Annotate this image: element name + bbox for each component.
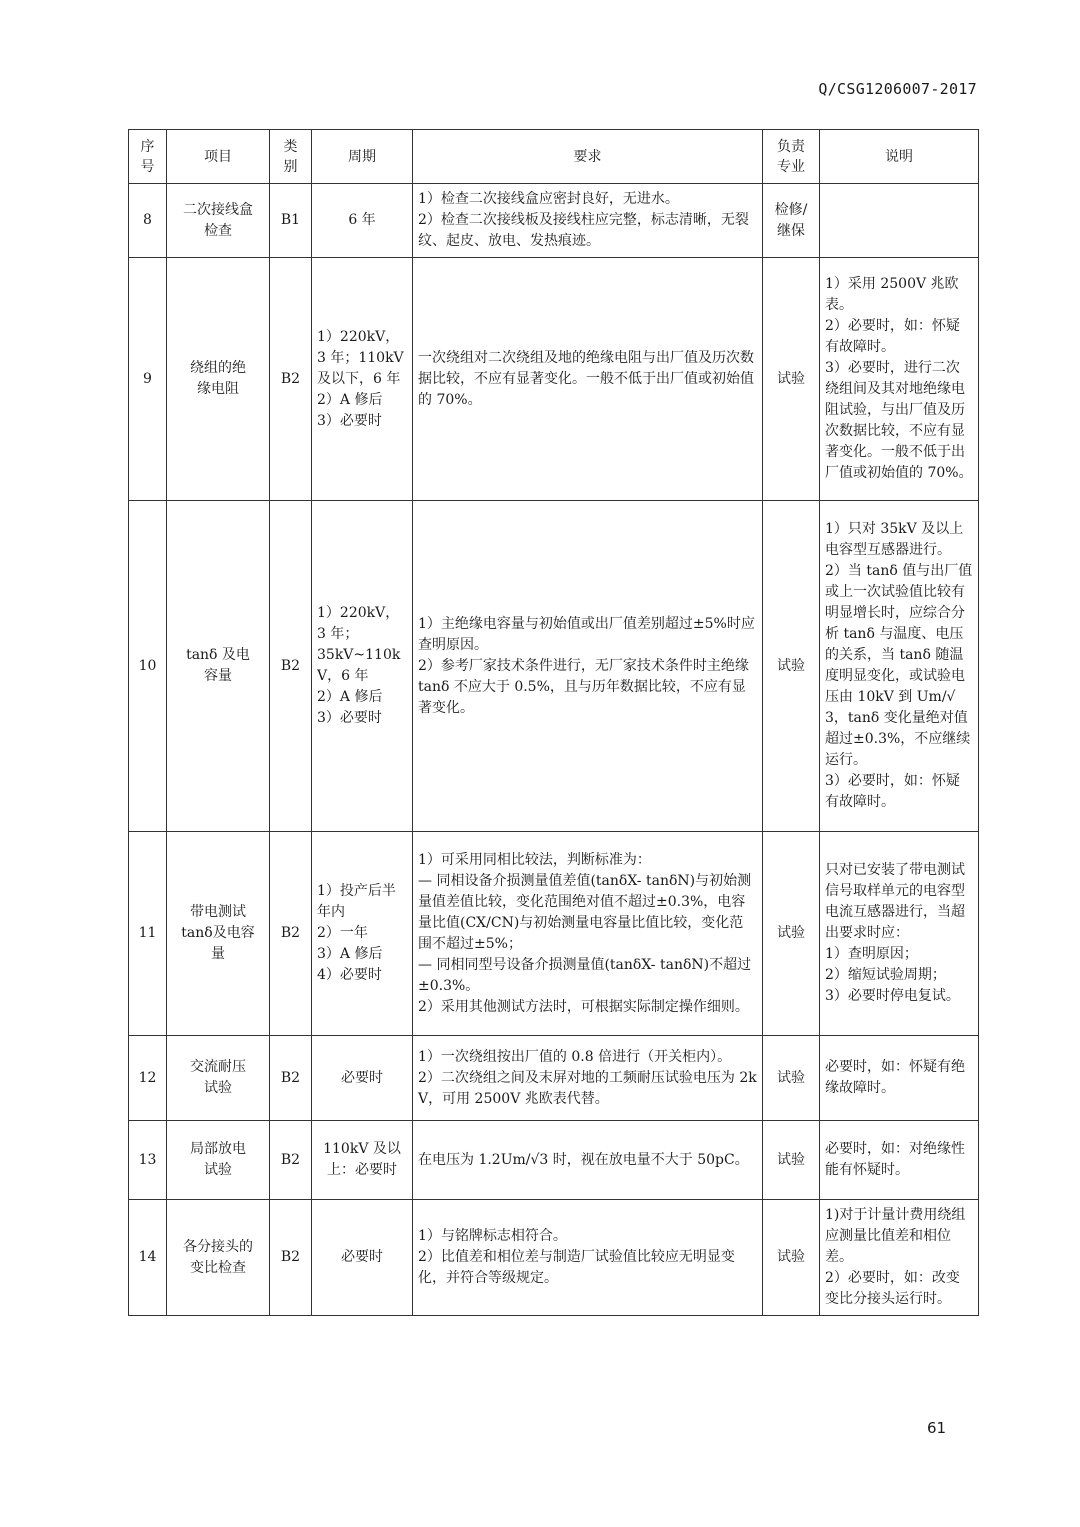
cell-note [820,258,979,501]
cell-line: 别 [283,158,298,175]
cell-line: 试验 [204,1162,232,1178]
cell-line: 2）参考厂家技术条件进行，无厂家技术条件时主绝缘 tanδ 不应大于 0.5%，且与历年数据比较，不应有显著变化。 [418,657,749,716]
cell-note [820,501,979,832]
cell-line: 必要时 [341,1069,383,1086]
cell-line: 2）检查二次接线板及接线柱应完整，标志清晰，无裂纹、起皮、放电、发热痕迹。 [418,212,749,249]
cell-line: 1）查明原因； [825,946,918,962]
cell-note [820,1200,979,1316]
table-row [129,1200,979,1316]
cell-line: 3）必要时停电复试。 [825,988,960,1004]
cell-line: 1）与铭牌标志相符合。 [418,1228,567,1244]
cell-line: 9 [143,370,152,387]
cell-note [820,1121,979,1200]
cell-line: 变比检查 [190,1259,246,1276]
cell-line: 2）A 修后 [317,391,383,408]
cell-line: 2）二次绕组之间及末屏对地的工频耐压试验电压为 2kV，可用 2500V 兆欧表代替。 [418,1069,757,1107]
cell-line: 6 年 [348,212,376,228]
cell-item [167,1200,270,1316]
cell-line: 1）投产后半年内 [317,883,396,920]
cell-line: 试验 [777,657,805,674]
cell-requirement [413,184,763,258]
cell-line: 14 [138,1249,157,1265]
cell-line: B2 [280,925,301,941]
cell-line: 必要时，如：怀疑有绝缘故障时。 [825,1059,965,1096]
table-row [129,501,979,832]
cell-line: 1）可采用同相比较法，判断标准为： [418,851,651,868]
cell-period [312,1121,413,1200]
cell-line: 交流耐压 [190,1059,246,1075]
cell-line: 2）必要时，如：改变变比分接头运行时。 [825,1270,960,1307]
header-note [820,130,979,184]
cell-requirement [413,1200,763,1316]
cell-line: 2）A 修后 [317,689,383,705]
cell-category [270,1121,312,1200]
cell-item [167,1036,270,1121]
cell-item [167,501,270,832]
cell-line: tanδ及电容 [181,925,255,941]
header-seq [129,130,167,184]
cell-period [312,1036,413,1121]
cell-line: 1）主绝缘电容量与初始值或出厂值差别超过±5%时应查明原因。 [418,615,755,653]
cell-line: 说明 [885,148,913,165]
cell-line: 只对已安装了带电测试信号取样单元的电容型电流互感器进行，当超出要求时应： [825,862,965,941]
cell-line: 容量 [204,668,232,684]
cell-category [270,832,312,1036]
cell-responsible [763,258,820,501]
cell-line: 试验 [777,925,805,941]
cell-line: 在电压为 1.2Um/√3 时，视在放电量不大于 50pC。 [418,1151,749,1168]
cell-period [312,1200,413,1316]
table-row [129,832,979,1036]
cell-line: 二次接线盒 [183,201,253,218]
cell-line: tanδ 及电 [186,647,250,663]
cell-seq [129,1036,167,1121]
cell-line: 13 [138,1151,157,1168]
cell-seq [129,1121,167,1200]
cell-line: 周期 [348,148,376,165]
cell-line: 专业 [777,158,805,175]
cell-note [820,1036,979,1121]
cell-period [312,832,413,1036]
cell-requirement [413,1121,763,1200]
table-row [129,258,979,501]
document-code: Q/CSG1206007-2017 [818,80,977,98]
header-requirement [413,130,763,184]
cell-line: 10 [138,657,157,674]
cell-line: 2）采用其他测试方法时，可根据实际制定操作细则。 [418,998,749,1015]
cell-line: B2 [280,657,301,674]
cell-line: 35kV~110kV，6 年 [317,647,401,684]
cell-line: 试验 [777,1249,805,1265]
cell-line: 绕组的绝 [190,360,246,376]
cell-line: 项目 [204,148,232,165]
cell-line: B2 [280,370,301,387]
cell-line: 12 [138,1069,157,1086]
cell-line: 3）必要时 [317,710,382,726]
cell-seq [129,184,167,258]
cell-line: 3）必要时 [317,412,382,429]
cell-line: 负责 [777,138,805,155]
cell-line: 1)对于计量计费用绕组应测量比值差和相位差。 [825,1207,966,1265]
cell-line: B2 [280,1151,301,1168]
cell-line: 11 [138,925,157,941]
cell-line: 序 [140,138,155,155]
cell-item [167,832,270,1036]
cell-line: 2）当 tanδ 值与出厂值或上一次试验值比较有明显增长时，应综合分析 tanδ 与温度、电压的关系，当 tanδ 随温度明显变化，或试验电压由 10kV 到 Um/√3，tanδ 变化量绝对值超过±0.3%，不应继续运行。 [825,563,973,768]
cell-line: 试验 [777,370,805,387]
header-period [312,130,413,184]
cell-line: 号 [140,158,155,175]
cell-line: 继保 [777,222,805,239]
cell-requirement [413,258,763,501]
cell-line: 3）必要时，如：怀疑有故障时。 [825,773,960,810]
cell-line: 检查 [204,222,232,239]
cell-line: 各分接头的 [183,1238,253,1255]
cell-item [167,1121,270,1200]
cell-line: 110kV 及以上：必要时 [323,1141,401,1178]
cell-line: 要求 [573,148,602,165]
cell-line: 类 [283,138,298,155]
cell-category [270,258,312,501]
cell-line: 量 [211,946,225,962]
cell-item [167,184,270,258]
header-category [270,130,312,184]
cell-period [312,501,413,832]
page-number: 61 [927,1419,947,1437]
table-row [129,184,979,258]
cell-line: 试验 [204,1080,232,1096]
cell-line: B2 [280,1249,301,1265]
cell-seq [129,258,167,501]
cell-line: 2）比值差和相位差与制造厂试验值比较应无明显变化，并符合等级规定。 [418,1249,735,1286]
cell-category [270,1200,312,1316]
cell-category [270,184,312,258]
table-header-row [129,130,979,184]
cell-period [312,258,413,501]
cell-line: 1）只对 35kV 及以上电容型互感器进行。 [825,521,964,558]
cell-line: 一次绕组对二次绕组及地的绝缘电阻与出厂值及历次数据比较，不应有显著变化。一般不低于出厂值或初始值的 70%。 [418,349,754,408]
cell-line: 3）必要时，进行二次绕组间及其对地绝缘电阻试验，与出厂值及历次数据比较，不应有显著变化。一般不低于出厂值或初始值的 70%。 [825,360,973,481]
cell-item [167,258,270,501]
cell-line: 检修/ [774,201,808,218]
cell-period [312,184,413,258]
cell-line: — 同相同型号设备介损测量值(tanδX- tanδN)不超过±0.3%。 [418,956,752,994]
cell-line: 带电测试 [190,904,246,920]
cell-responsible [763,1200,820,1316]
cell-line: 3）A 修后 [317,946,383,962]
cell-line: 1）220kV，3 年；110kV 及以下，6 年 [317,328,404,387]
cell-line: 1）检查二次接线盒应密封良好，无进水。 [418,191,679,207]
table-row [129,1121,979,1200]
cell-line: 试验 [777,1151,805,1168]
cell-responsible [763,184,820,258]
cell-responsible [763,832,820,1036]
cell-line: 2）必要时，如：怀疑有故障时。 [825,318,960,355]
cell-line: — 同相设备介损测量值差值(tanδX- tanδN)与初始测量值差值比较，变化范围绝对值不超过±0.3%，电容量比值(CX/CN)与初始测量电容量比值比较，变化范围不超过±5%； [418,872,752,952]
cell-line: 2）一年 [317,925,368,941]
cell-line: 必要时 [341,1249,383,1265]
cell-line: B2 [280,1069,301,1086]
cell-responsible [763,1036,820,1121]
cell-requirement [413,1036,763,1121]
cell-line: 1）一次绕组按出厂值的 0.8 倍进行（开关柜内）。 [418,1048,732,1065]
cell-category [270,501,312,832]
cell-seq [129,1200,167,1316]
cell-responsible [763,1121,820,1200]
cell-line: 1）采用 2500V 兆欧表。 [825,276,959,313]
cell-category [270,1036,312,1121]
test-items-table [128,129,979,1316]
cell-note [820,832,979,1036]
cell-line: 必要时，如：对绝缘性能有怀疑时。 [825,1141,965,1178]
cell-line: 试验 [777,1069,805,1086]
cell-line: B1 [280,212,301,228]
cell-note [820,184,979,258]
cell-responsible [763,501,820,832]
table-row [129,1036,979,1121]
cell-line: 缘电阻 [197,381,239,397]
cell-line: 局部放电 [190,1141,246,1157]
cell-requirement [413,501,763,832]
cell-line: 8 [143,212,152,228]
header-responsible [763,130,820,184]
cell-seq [129,501,167,832]
cell-seq [129,832,167,1036]
cell-line: 4）必要时 [317,967,382,983]
cell-line: 1）220kV，3 年； [317,605,400,642]
cell-requirement [413,832,763,1036]
cell-line: 2）缩短试验周期； [825,967,946,983]
header-item [167,130,270,184]
